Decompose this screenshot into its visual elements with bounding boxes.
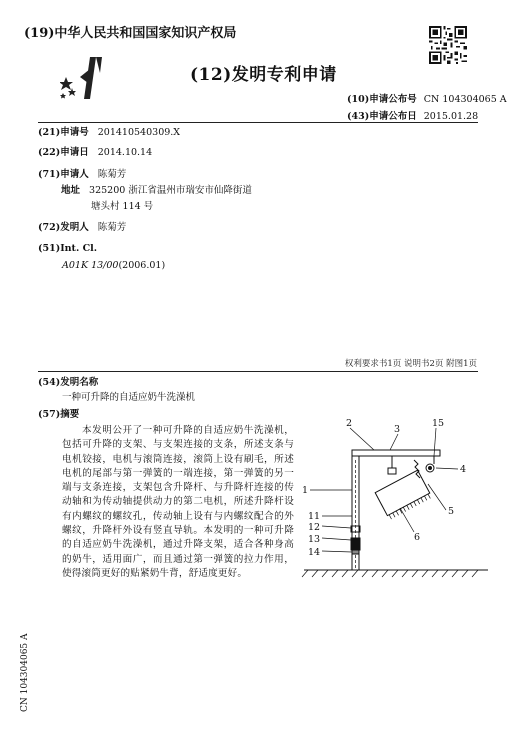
filing-date (38, 146, 152, 159)
application-number-value: 201410540309.X (97, 127, 181, 138)
publication-number-label: (10)申请公布号 (347, 94, 417, 105)
abstract-label: (57)摘要 (38, 409, 80, 420)
office-name: (19)中华人民共和国国家知识产权局 (24, 26, 237, 41)
int-cl-entry (62, 259, 165, 272)
title-label: (54)发明名称 (38, 377, 99, 388)
address (61, 184, 252, 197)
section-rule (38, 371, 478, 372)
address-line-1: 325200 浙江省温州市瑞安市仙降街道 (89, 185, 252, 196)
publication-number-value: CN 104304065 A (423, 94, 507, 105)
int-cl-label-text: (51)Int. Cl. (38, 243, 98, 254)
header-rule (38, 122, 478, 123)
invention-title: 一种可升降的自适应奶牛洗澡机 (62, 392, 196, 403)
applicant (38, 168, 126, 181)
page-counts: 权利要求书1页 说明书2页 附图1页 (344, 359, 477, 369)
address-line-2: 塘头村 114 号 (91, 201, 154, 212)
figure-label-6: 6 (414, 532, 421, 543)
inventor-value: 陈菊芳 (97, 222, 127, 233)
figure-label-1: 1 (302, 485, 309, 496)
cnipa-logo-icon (60, 55, 108, 101)
document-type: (12)发明专利申请 (190, 65, 337, 85)
abstract-figure (296, 412, 496, 582)
figure-label-12: 12 (308, 522, 321, 533)
int-cl-label (38, 242, 97, 255)
int-cl-class: A01K 13/00 (62, 260, 119, 271)
publication-number (347, 91, 507, 105)
applicant-value: 陈菊芳 (97, 169, 127, 180)
publication-date-label: (43)申请公布日 (347, 111, 417, 122)
address-label: 地址 (61, 185, 81, 196)
figure-label-5: 5 (448, 506, 455, 517)
figure-label-4: 4 (460, 464, 467, 475)
inventor-label: (72)发明人 (38, 222, 89, 233)
figure-label-3: 3 (394, 424, 401, 435)
qr-code-icon (429, 26, 467, 64)
applicant-label: (71)申请人 (38, 169, 89, 180)
figure-label-13: 13 (308, 534, 321, 545)
inventor (38, 221, 126, 234)
filing-date-value: 2014.10.14 (97, 147, 153, 158)
int-cl-edition: (2006.01) (118, 260, 166, 271)
abstract-text: 本发明公开了一种可升降的自适应奶牛洗澡机，包括可升降的支架、与支架连接的支条，所述支条与电机铰接，电机与滚筒连接，滚筒上设有刷毛，所述电机的尾部与第一弹簧的一端连接，第一弹簧的另一端与支条连接，支架包含升降杆、与升降杆连接的传动轴和为传动轴提供动力的第二电机，所述升降杆设有内螺纹的螺纹孔，传动轴上设有与内螺纹配合的外螺纹，升降杆外设有竖直导轨。本发明的一种可升降的自适应奶牛洗澡机，通过升降支架，适合各种身高的奶牛，适用面广，而且通过第一弹簧的拉力作用，使得滚筒更好的贴紧奶牛背，舒适度更好。 (62, 425, 294, 579)
publication-date-value: 2015.01.28 (423, 111, 479, 122)
figure-label-15: 15 (432, 418, 445, 429)
figure-label-11: 11 (308, 511, 321, 522)
side-publication-number: CN 104304065 A (20, 633, 30, 712)
application-number (38, 126, 180, 139)
publication-date (347, 108, 478, 122)
figure-label-14: 14 (308, 547, 321, 558)
figure-label-2: 2 (346, 418, 353, 429)
application-number-label: (21)申请号 (38, 127, 89, 138)
filing-date-label: (22)申请日 (38, 147, 89, 158)
